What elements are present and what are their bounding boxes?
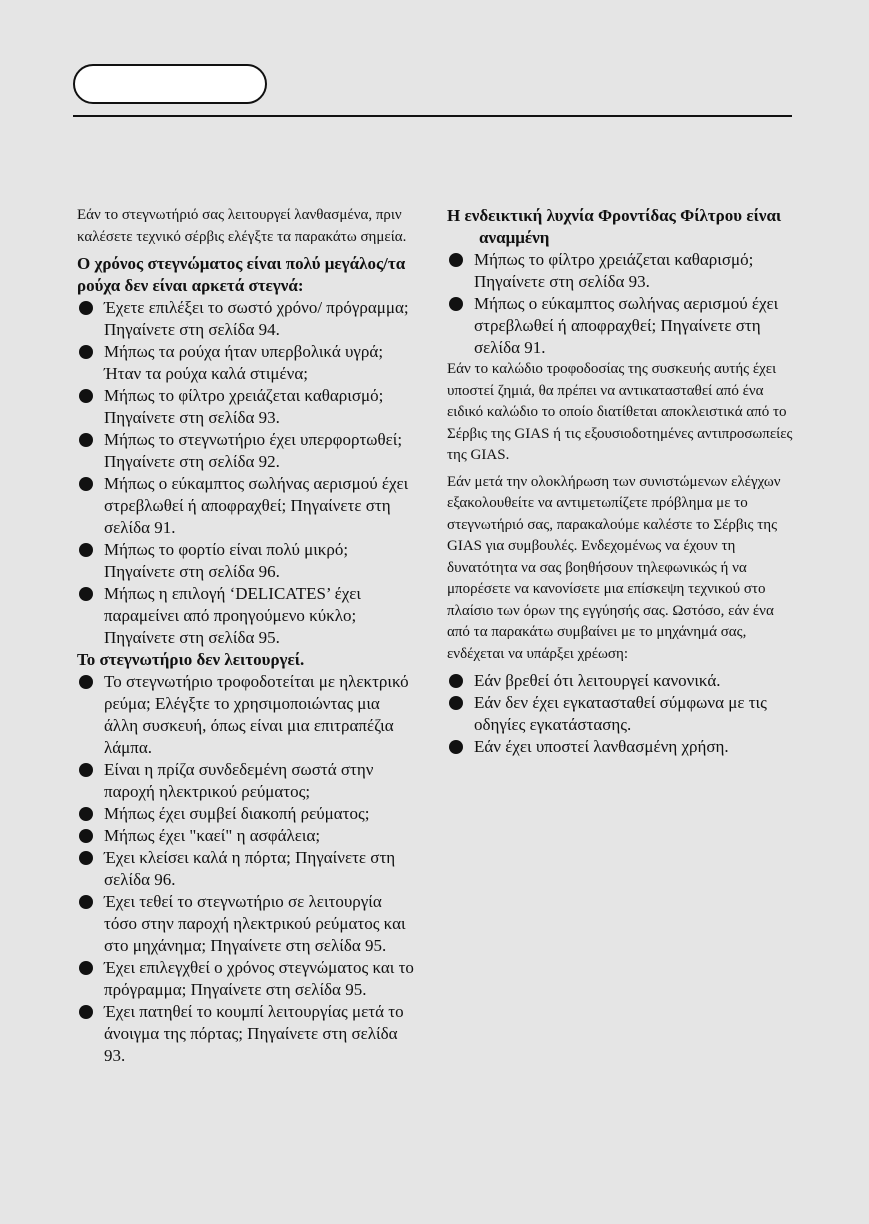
header-rule: [73, 115, 792, 117]
bullet-icon: [79, 807, 93, 821]
bullet-icon: [449, 253, 463, 267]
bullet-icon: [79, 587, 93, 601]
list-item: Μήπως ο εύκαμπτος σωλήνας αερισμού έχει στρεβλωθεί ή αποφραχθεί; Πηγαίνετε στη σελίδα 91.: [77, 473, 417, 539]
bullet-icon: [79, 433, 93, 447]
list-item: Το στεγνωτήριο τροφοδοτείται με ηλεκτρικό ρεύμα; Ελέγξτε το χρησιμοποιώντας μια άλλη συσκευή, όπως είναι μια επιτραπέζια λάμπα.: [77, 671, 417, 759]
power-cord-paragraph: Εάν το καλώδιο τροφοδοσίας της συσκευής αυτής έχει υποστεί ζημιά, θα πρέπει να αντικατασταθεί από ένα ειδικό καλώδιο το οποίο διατίθεται αποκλειστικά από το Σέρβις της GIAS ή τις εξουσιοδοτημένες αντιπροσωπείες της GIAS.: [447, 361, 793, 463]
list-item: Έχετε επιλέξει το σωστό χρόνο/ πρόγραμμα; Πηγαίνετε στη σελίδα 94.: [77, 297, 417, 341]
drying-time-checklist: [77, 297, 417, 649]
bullet-icon: [79, 851, 93, 865]
list-item: Μήπως τα ρούχα ήταν υπερβολικά υγρά; Ήταν τα ρούχα καλά στιμένα;: [77, 341, 417, 385]
list-item: Μήπως το φίλτρο χρειάζεται καθαρισμό; Πηγαίνετε στη σελίδα 93.: [77, 385, 417, 429]
list-item: Μήπως το φίλτρο χρειάζεται καθαρισμό; Πηγαίνετε στη σελίδα 93.: [447, 249, 795, 293]
list-item: Έχει επιλεγχθεί ο χρόνος στεγνώματος και το πρόγραμμα; Πηγαίνετε στη σελίδα 95.: [77, 957, 417, 1001]
bullet-icon: [79, 389, 93, 403]
bullet-icon: [79, 829, 93, 843]
bullet-icon: [449, 674, 463, 688]
intro-text: Εάν το στεγνωτήριό σας λειτουργεί λανθασμένα, πριν καλέσετε τεχνικό σέρβις ελέγξτε τα παρακάτω σημεία.: [77, 207, 407, 245]
bullet-icon: [79, 1005, 93, 1019]
bullet-icon: [449, 740, 463, 754]
heading-not-working: Το στεγνωτήριο δεν λειτουργεί.: [77, 650, 305, 669]
bullet-icon: [79, 345, 93, 359]
right-column: [447, 205, 795, 758]
bullet-icon: [79, 301, 93, 315]
list-item: Έχει κλείσει καλά η πόρτα; Πηγαίνετε στη σελίδα 96.: [77, 847, 417, 891]
bullet-icon: [79, 961, 93, 975]
bullet-icon: [449, 696, 463, 710]
bullet-icon: [79, 477, 93, 491]
filter-light-checklist: [447, 249, 795, 359]
bullet-icon: [79, 763, 93, 777]
list-item: Εάν δεν έχει εγκατασταθεί σύμφωνα με τις οδηγίες εγκατάστασης.: [447, 692, 795, 736]
heading-filter-light: Η ενδεικτική λυχνία Φροντίδας Φίλτρου είναι αναμμένη: [447, 206, 782, 247]
bullet-icon: [79, 895, 93, 909]
list-item: Έχει τεθεί το στεγνωτήριο σε λειτουργία τόσο στην παροχή ηλεκτρικού ρεύματος και στο μηχάνημα; Πηγαίνετε στη σελίδα 95.: [77, 891, 417, 957]
list-item: Εάν βρεθεί ότι λειτουργεί κανονικά.: [447, 670, 795, 692]
bullet-icon: [79, 543, 93, 557]
service-paragraph: Εάν μετά την ολοκλήρωση των συνιστώμενων ελέγχων εξακολουθείτε να αντιμετωπίζετε πρόβλημα με το στεγνωτήριό σας, παρακαλούμε καλέστε το Σέρβις της GIAS για συμβουλές. Ενδεχομένως να έχουν τη δυνατότητα να σας βοηθήσουν τηλεφωνικώς ή να μπορέσετε να κανονίσετε μια επίσκεψη τεχνικού στο πλαίσιο των όρων της εγγύησής σας. Ωστόσο, εάν ένα από τα παρακάτω συμβαίνει με το μηχάνημά σας, ενδέχεται να υπάρξει χρέωση:: [447, 473, 781, 662]
list-item: Είναι η πρίζα συνδεδεμένη σωστά στην παροχή ηλεκτρικού ρεύματος;: [77, 759, 417, 803]
charge-conditions-list: [447, 670, 795, 758]
list-item: Έχει πατηθεί το κουμπί λειτουργίας μετά το άνοιγμα της πόρτας; Πηγαίνετε στη σελίδα 93.: [77, 1001, 417, 1067]
list-item: Μήπως έχει συμβεί διακοπή ρεύματος;: [77, 803, 417, 825]
list-item: Μήπως ο εύκαμπτος σωλήνας αερισμού έχει στρεβλωθεί ή αποφραχθεί; Πηγαίνετε στη σελίδα 91.: [447, 293, 795, 359]
list-item: Μήπως η επιλογή ‘DELICATES’ έχει παραμείνει από προηγούμενο κύκλο; Πηγαίνετε στη σελίδα 95.: [77, 583, 417, 649]
list-item: Μήπως το στεγνωτήριο έχει υπερφορτωθεί; Πηγαίνετε στη σελίδα 92.: [77, 429, 417, 473]
list-item: Εάν έχει υποστεί λανθασμένη χρήση.: [447, 736, 795, 758]
not-working-checklist: [77, 671, 417, 1067]
section-tab: [73, 64, 267, 104]
heading-drying-time: Ο χρόνος στεγνώματος είναι πολύ μεγάλος/τα ρούχα δεν είναι αρκετά στεγνά:: [77, 254, 406, 295]
bullet-icon: [79, 675, 93, 689]
list-item: Μήπως το φορτίο είναι πολύ μικρό; Πηγαίνετε στη σελίδα 96.: [77, 539, 417, 583]
bullet-icon: [449, 297, 463, 311]
left-column: [77, 205, 417, 1067]
list-item: Μήπως έχει "καεί" η ασφάλεια;: [77, 825, 417, 847]
